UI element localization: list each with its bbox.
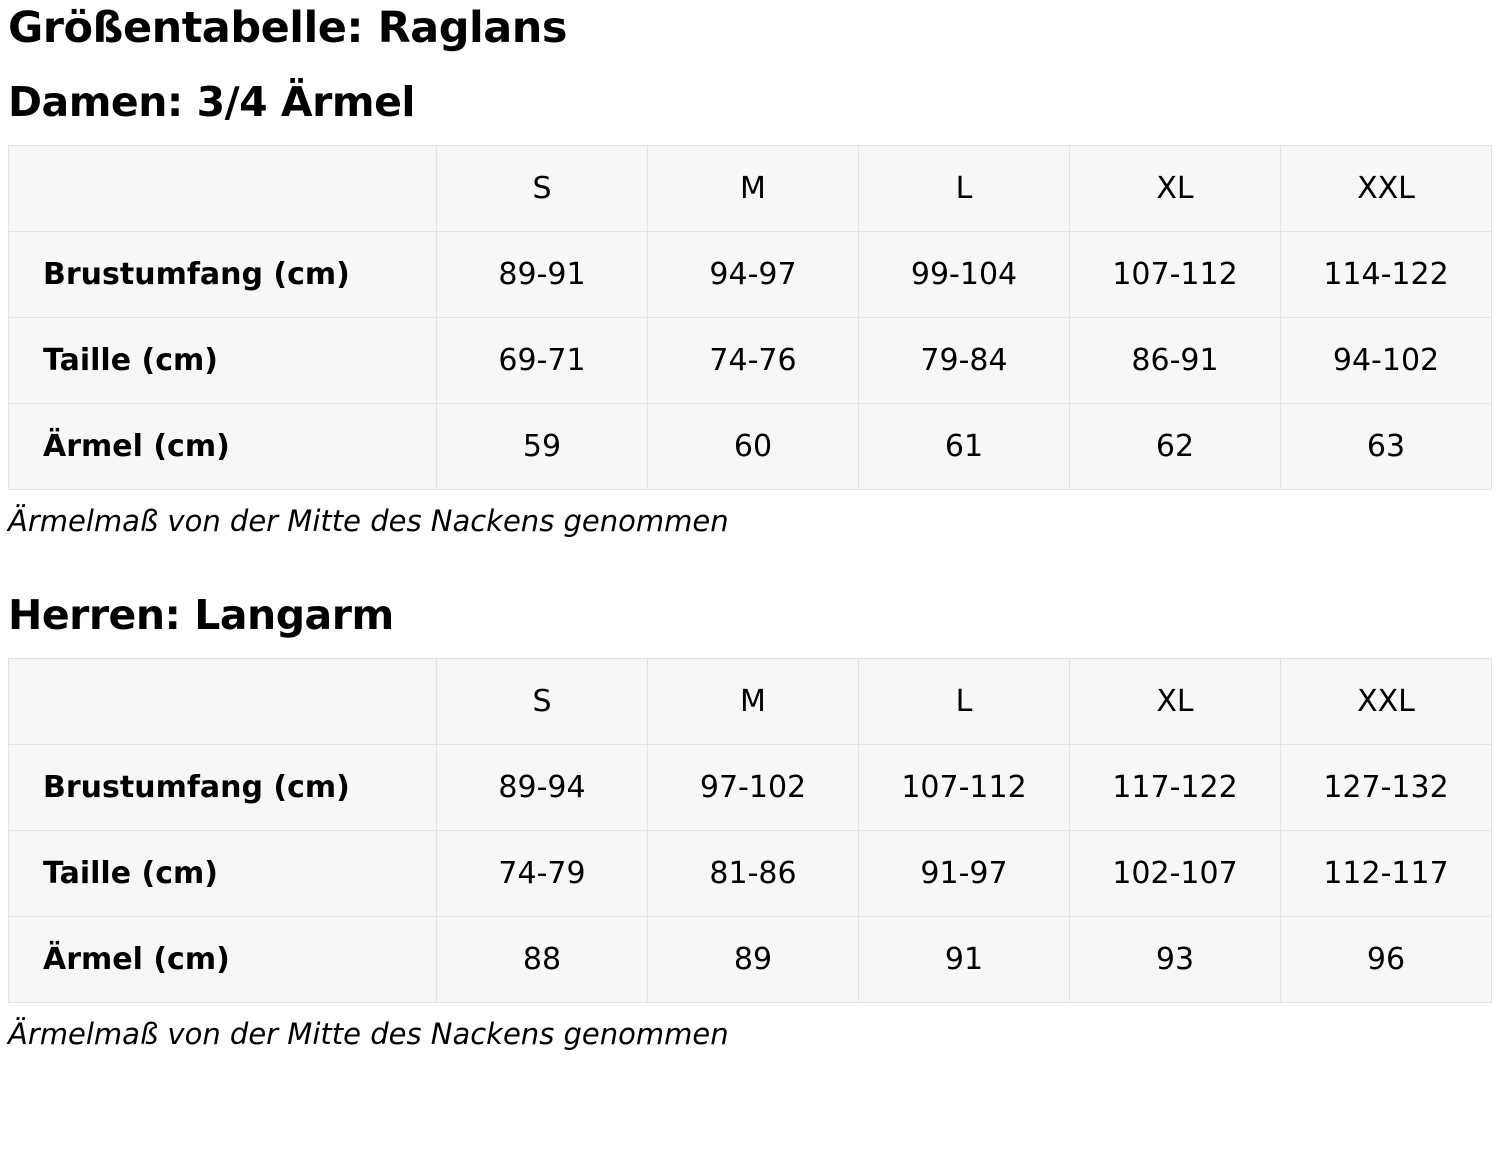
table-row — [9, 317, 1492, 403]
cell-waist-xl: 86-91 — [1070, 317, 1281, 403]
cell-chest-xl: 107-112 — [1070, 231, 1281, 317]
cell-sleeve-xl: 62 — [1070, 403, 1281, 489]
cell-sleeve-xl: 93 — [1070, 916, 1281, 1002]
size-table-women — [8, 145, 1492, 490]
row-label-sleeve: Ärmel (cm) — [9, 916, 437, 1002]
table-note-men: Ärmelmaß von der Mitte des Nackens genommen — [8, 1016, 729, 1051]
column-header-xxl: XXL — [1281, 145, 1492, 231]
cell-waist-l: 79-84 — [859, 317, 1070, 403]
cell-waist-xxl: 94-102 — [1281, 317, 1492, 403]
cell-chest-xxl: 127-132 — [1281, 744, 1492, 830]
row-label-waist: Taille (cm) — [9, 317, 437, 403]
cell-chest-xl: 117-122 — [1070, 744, 1281, 830]
cell-chest-s: 89-91 — [437, 231, 648, 317]
table-body-men — [9, 744, 1492, 1002]
table-body-women — [9, 231, 1492, 489]
cell-chest-m: 97-102 — [648, 744, 859, 830]
cell-waist-s: 74-79 — [437, 830, 648, 916]
cell-chest-xxl: 114-122 — [1281, 231, 1492, 317]
column-header-m: M — [648, 658, 859, 744]
section-women — [8, 79, 1492, 538]
column-header-xl: XL — [1070, 658, 1281, 744]
row-label-chest: Brustumfang (cm) — [9, 231, 437, 317]
row-label-sleeve: Ärmel (cm) — [9, 403, 437, 489]
cell-sleeve-xxl: 63 — [1281, 403, 1492, 489]
cell-waist-s: 69-71 — [437, 317, 648, 403]
cell-waist-m: 74-76 — [648, 317, 859, 403]
table-header-row — [9, 658, 1492, 744]
column-header-l: L — [859, 658, 1070, 744]
cell-chest-l: 107-112 — [859, 744, 1070, 830]
table-header-women — [9, 145, 1492, 231]
cell-sleeve-xxl: 96 — [1281, 916, 1492, 1002]
section-men — [8, 592, 1492, 1051]
cell-sleeve-s: 88 — [437, 916, 648, 1002]
size-chart-page — [0, 4, 1500, 1154]
cell-sleeve-s: 59 — [437, 403, 648, 489]
cell-waist-l: 91-97 — [859, 830, 1070, 916]
page-title: Größentabelle: Raglans — [8, 3, 567, 53]
section-heading-men: Herren: Langarm — [8, 591, 394, 640]
cell-chest-s: 89-94 — [437, 744, 648, 830]
cell-waist-xl: 102-107 — [1070, 830, 1281, 916]
size-table-men — [8, 658, 1492, 1003]
column-header-xxl: XXL — [1281, 658, 1492, 744]
table-header-men — [9, 658, 1492, 744]
column-header-s: S — [437, 658, 648, 744]
cell-sleeve-m: 89 — [648, 916, 859, 1002]
table-row — [9, 231, 1492, 317]
table-corner-cell — [9, 658, 437, 744]
column-header-s: S — [437, 145, 648, 231]
cell-sleeve-m: 60 — [648, 403, 859, 489]
table-row — [9, 403, 1492, 489]
column-header-xl: XL — [1070, 145, 1281, 231]
cell-chest-m: 94-97 — [648, 231, 859, 317]
cell-waist-xxl: 112-117 — [1281, 830, 1492, 916]
section-heading-women: Damen: 3/4 Ärmel — [8, 78, 415, 127]
row-label-chest: Brustumfang (cm) — [9, 744, 437, 830]
table-corner-cell — [9, 145, 437, 231]
table-note-women: Ärmelmaß von der Mitte des Nackens genommen — [8, 503, 729, 538]
column-header-m: M — [648, 145, 859, 231]
section-divider-space — [8, 538, 1492, 566]
row-label-waist: Taille (cm) — [9, 830, 437, 916]
column-header-l: L — [859, 145, 1070, 231]
cell-sleeve-l: 61 — [859, 403, 1070, 489]
table-row — [9, 744, 1492, 830]
cell-sleeve-l: 91 — [859, 916, 1070, 1002]
cell-waist-m: 81-86 — [648, 830, 859, 916]
cell-chest-l: 99-104 — [859, 231, 1070, 317]
table-header-row — [9, 145, 1492, 231]
table-row — [9, 916, 1492, 1002]
table-row — [9, 830, 1492, 916]
